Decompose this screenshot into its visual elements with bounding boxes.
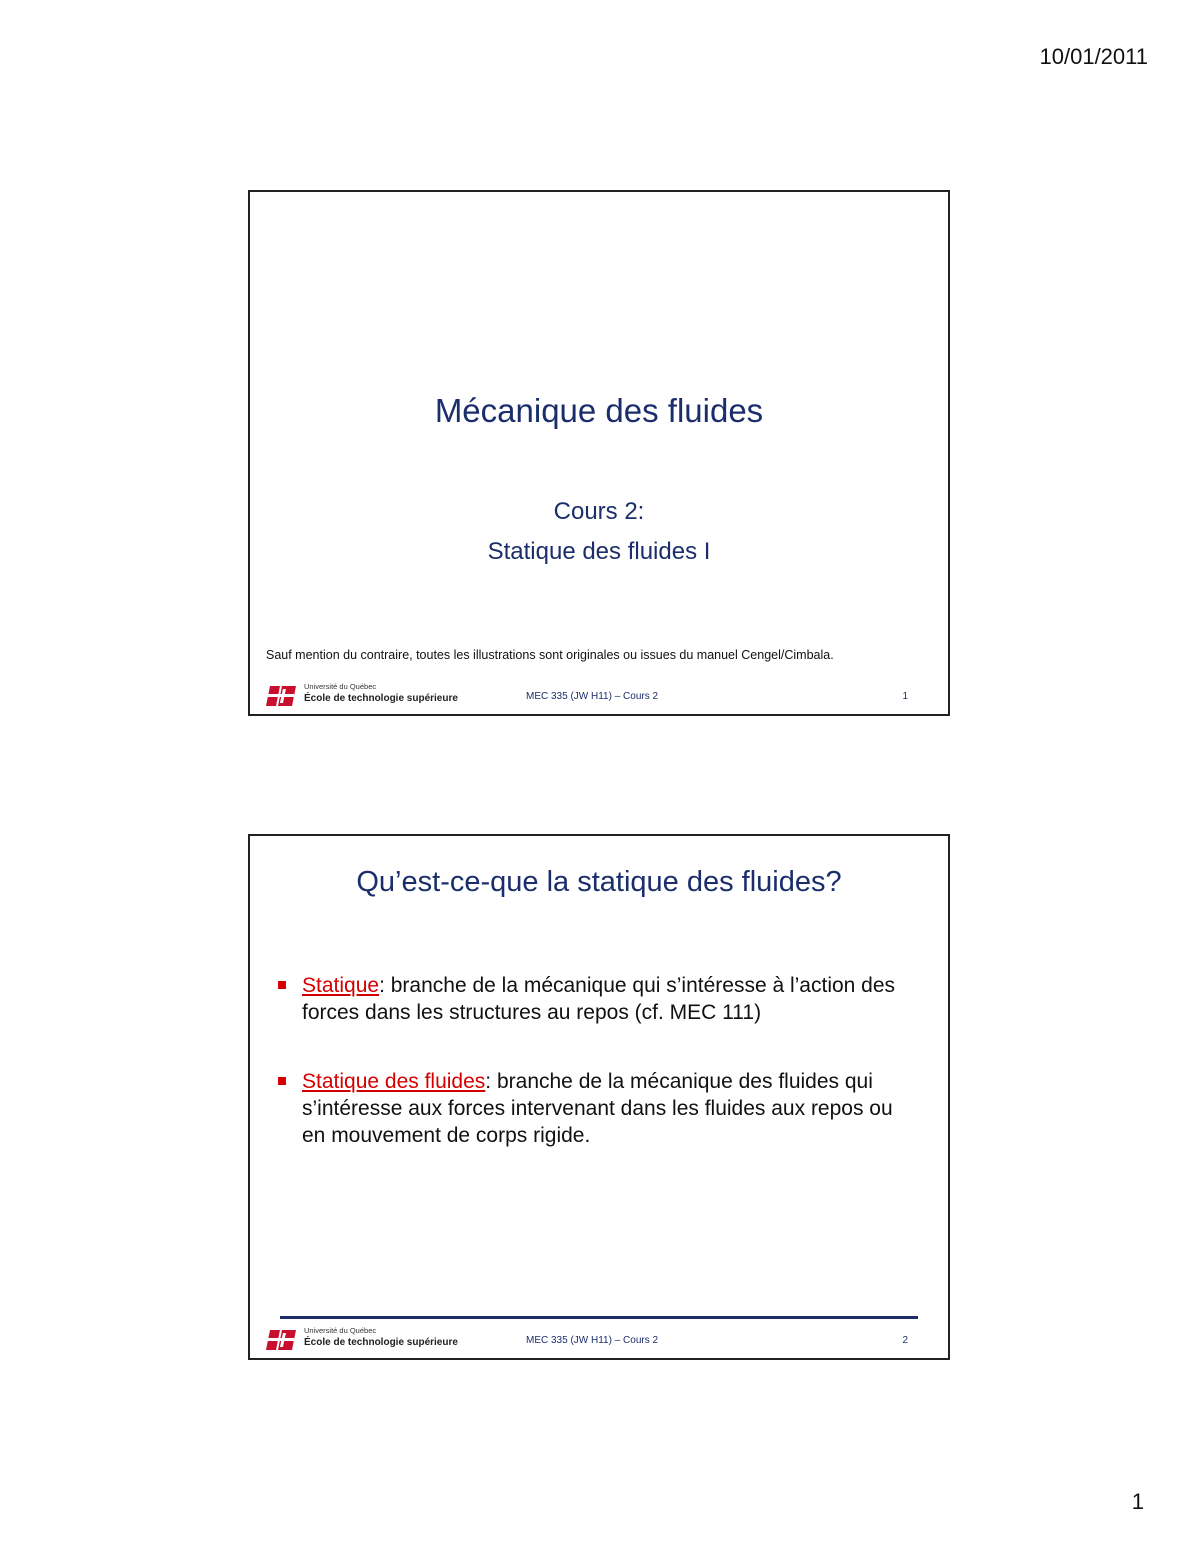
slide-footer bbox=[264, 1326, 908, 1356]
term-statique: Statique bbox=[302, 974, 380, 997]
square-bullet-icon bbox=[278, 981, 286, 989]
slide-subtitle-line1: Cours 2: bbox=[553, 498, 645, 525]
footer-divider bbox=[280, 1316, 918, 1319]
term-statique-des-fluides: Statique des fluides bbox=[302, 1070, 486, 1093]
illustration-credit: Sauf mention du contraire, toutes les illustrations sont originales ou issues du manuel Cengel/Cimbala. bbox=[266, 648, 834, 662]
definition-text: : branche de la mécanique des fluides qui s’intéresse aux forces intervenant dans les fluides aux repos ou en mouvement de corps rigide. bbox=[302, 1070, 893, 1147]
slide-footer bbox=[264, 682, 908, 712]
university-name: Université du Québec bbox=[304, 682, 377, 691]
list-item bbox=[278, 972, 920, 1026]
school-name: École de technologie supérieure bbox=[304, 1337, 458, 1348]
school-name: École de technologie supérieure bbox=[304, 693, 458, 704]
course-code: MEC 335 (JW H11) – Cours 2 bbox=[526, 1335, 659, 1346]
slide-number: 2 bbox=[902, 1335, 908, 1346]
slide-title: Mécanique des fluides bbox=[434, 392, 764, 429]
slide-subtitle-line2: Statique des fluides I bbox=[487, 538, 711, 565]
list-item bbox=[278, 1068, 920, 1149]
ets-logo-icon bbox=[264, 1328, 298, 1352]
slide-title: Qu’est-ce-que la statique des fluides? bbox=[356, 866, 842, 898]
slide-1 bbox=[248, 190, 950, 716]
definition-text: : branche de la mécanique qui s’intéresse à l’action des forces dans les structures au repos (cf. MEC 111) bbox=[302, 974, 896, 1024]
slide-2 bbox=[248, 834, 950, 1360]
page-date: 10/01/2011 bbox=[1039, 44, 1148, 69]
page-number: 1 bbox=[1131, 1489, 1144, 1514]
slide-number: 1 bbox=[902, 691, 908, 702]
bullet-list bbox=[278, 972, 920, 1191]
ets-logo-icon bbox=[264, 684, 298, 708]
square-bullet-icon bbox=[278, 1077, 286, 1085]
course-code: MEC 335 (JW H11) – Cours 2 bbox=[526, 691, 659, 702]
university-name: Université du Québec bbox=[304, 1326, 377, 1335]
